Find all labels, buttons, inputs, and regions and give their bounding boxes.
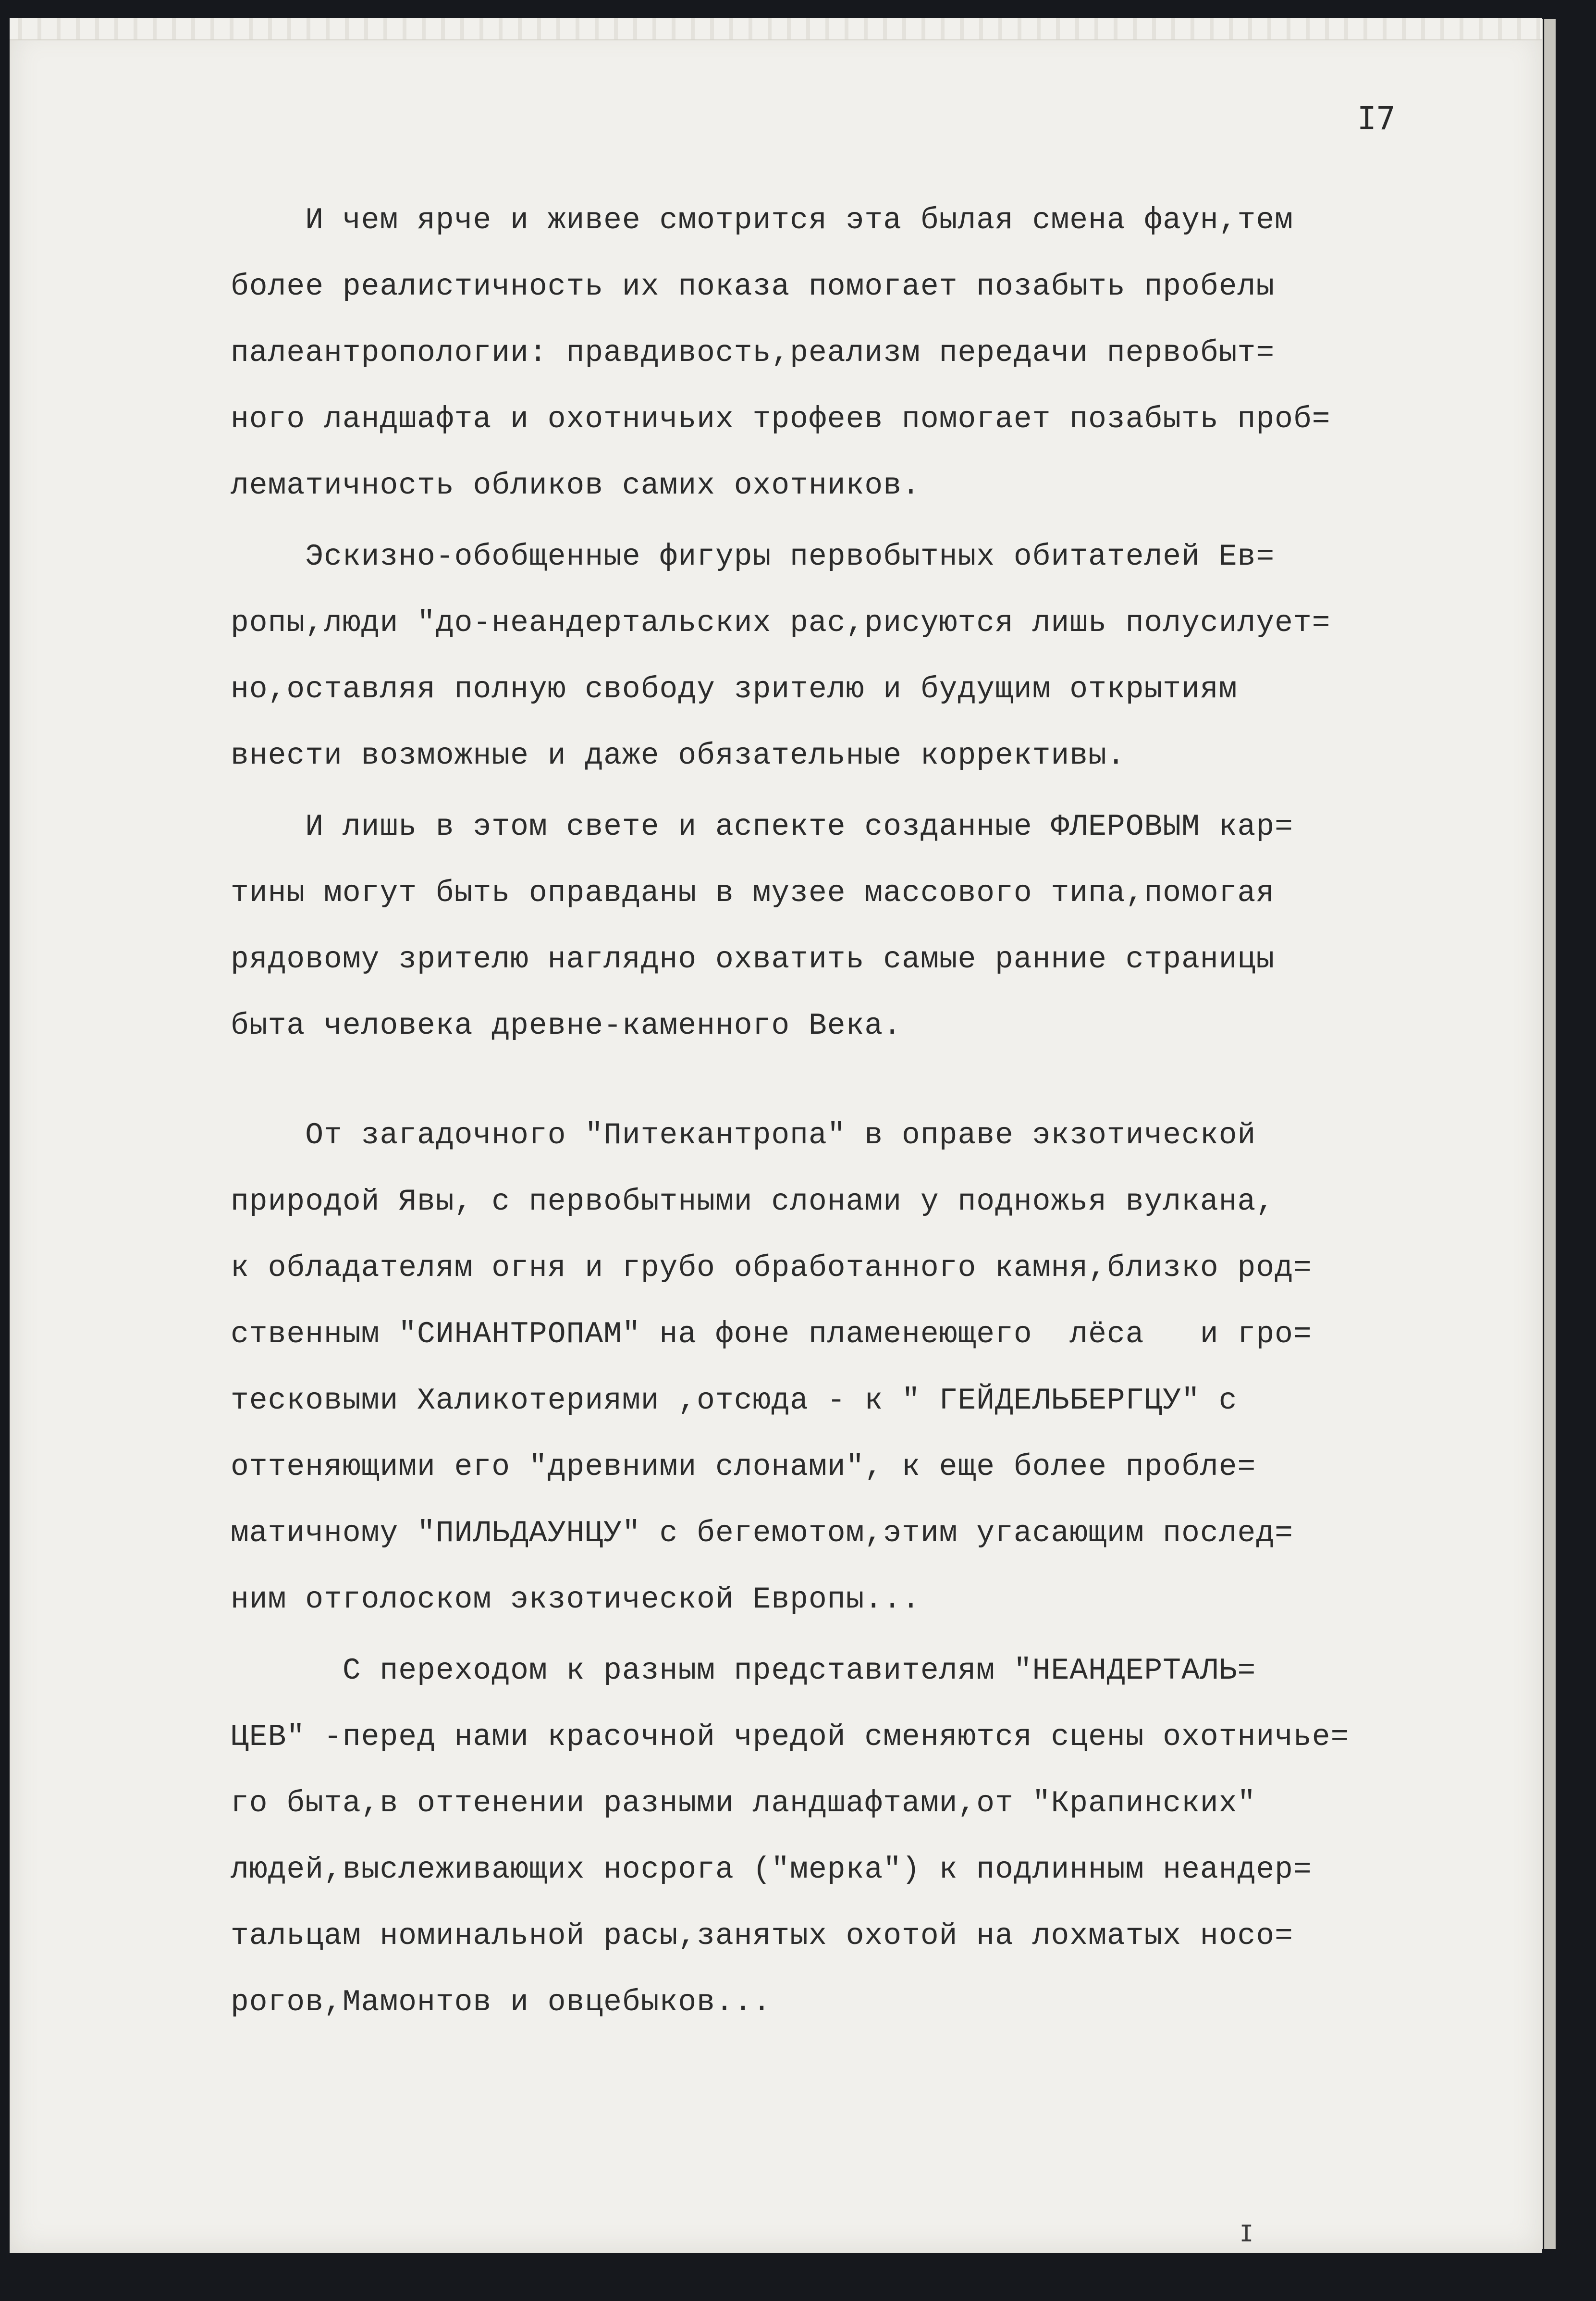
text-line: рядовому зрителю наглядно охватить самые ранние страницы xyxy=(231,942,1275,977)
text-line: к обладателям огня и грубо обработанного камня,близко род= xyxy=(231,1251,1312,1285)
text-line: но,оставляя полную свободу зрителю и будущим открытиям xyxy=(231,672,1238,706)
text-line: внести возможные и даже обязательные коррективы. xyxy=(231,739,1126,773)
text-line: природой Явы, с первобытными слонами у подножья вулкана, xyxy=(231,1185,1275,1219)
text-line: От загадочного "Питекантропа" в оправе экзотической xyxy=(231,1118,1256,1152)
text-line: С переходом к разным представителям "НЕАНДЕРТАЛЬ= xyxy=(231,1654,1256,1688)
text-line: И лишь в этом свете и аспекте созданные ФЛЕРОВЫМ кар= xyxy=(231,810,1293,844)
page-number: I7 xyxy=(1357,100,1396,137)
text-line: матичному "ПИЛЬДАУНЦУ" с бегемотом,этим угасающим послед= xyxy=(231,1516,1293,1550)
text-line: лематичность обликов самих охотников. xyxy=(231,469,921,503)
paragraph-1 xyxy=(231,187,1528,519)
bottom-page-mark: I xyxy=(1240,2220,1253,2247)
text-line: тесковыми Халикотериями ,отсюда - к " ГЕЙДЕЛЬБЕРГЦУ" с xyxy=(231,1384,1238,1418)
text-line: ственным "СИНАНТРОПАМ" на фоне пламенеющего лёса и гро= xyxy=(231,1317,1312,1351)
paragraph-3 xyxy=(231,794,1528,1059)
paragraph-5 xyxy=(231,1638,1528,2036)
text-line: ЦЕВ" -перед нами красочной чредой сменяются сцены охотничье= xyxy=(231,1720,1350,1754)
text-line: быта человека древне-каменного Века. xyxy=(231,1009,902,1043)
text-line: оттеняющими его "древними слонами", к еще более пробле= xyxy=(231,1450,1256,1484)
text-line: го быта,в оттенении разными ландшафтами,от "Крапинских" xyxy=(231,1786,1256,1820)
text-line: ропы,люди "до-неандертальских рас,рисуются лишь полусилует= xyxy=(231,606,1331,640)
text-line: палеантропологии: правдивость,реализм передачи первобыт= xyxy=(231,336,1275,370)
text-line: людей,выслеживающих носрога ("мерка") к подлинным неандер= xyxy=(231,1853,1312,1887)
page-body xyxy=(231,187,1528,2036)
text-line: более реалистичность их показа помогает позабыть пробелы xyxy=(231,270,1275,304)
paragraph-2 xyxy=(231,524,1528,789)
text-line: Эскизно-обобщенные фигуры первобытных обитателей Ев= xyxy=(231,540,1275,574)
text-line: И чем ярче и живее смотрится эта былая смена фаун,тем xyxy=(231,203,1293,237)
torn-top-edge xyxy=(10,18,1542,40)
typewritten-page xyxy=(10,29,1542,2253)
text-line: тальцам номинальной расы,занятых охотой на лохматых носо= xyxy=(231,1919,1293,1953)
text-line: ним отголоском экзотической Европы... xyxy=(231,1583,921,1617)
text-line: рогов,Мамонтов и овцебыков... xyxy=(231,1985,772,2019)
paragraph-4 xyxy=(231,1102,1528,1633)
text-line: ного ландшафта и охотничьих трофеев помогает позабыть проб= xyxy=(231,402,1331,436)
text-line: тины могут быть оправданы в музее массового типа,помогая xyxy=(231,876,1275,910)
